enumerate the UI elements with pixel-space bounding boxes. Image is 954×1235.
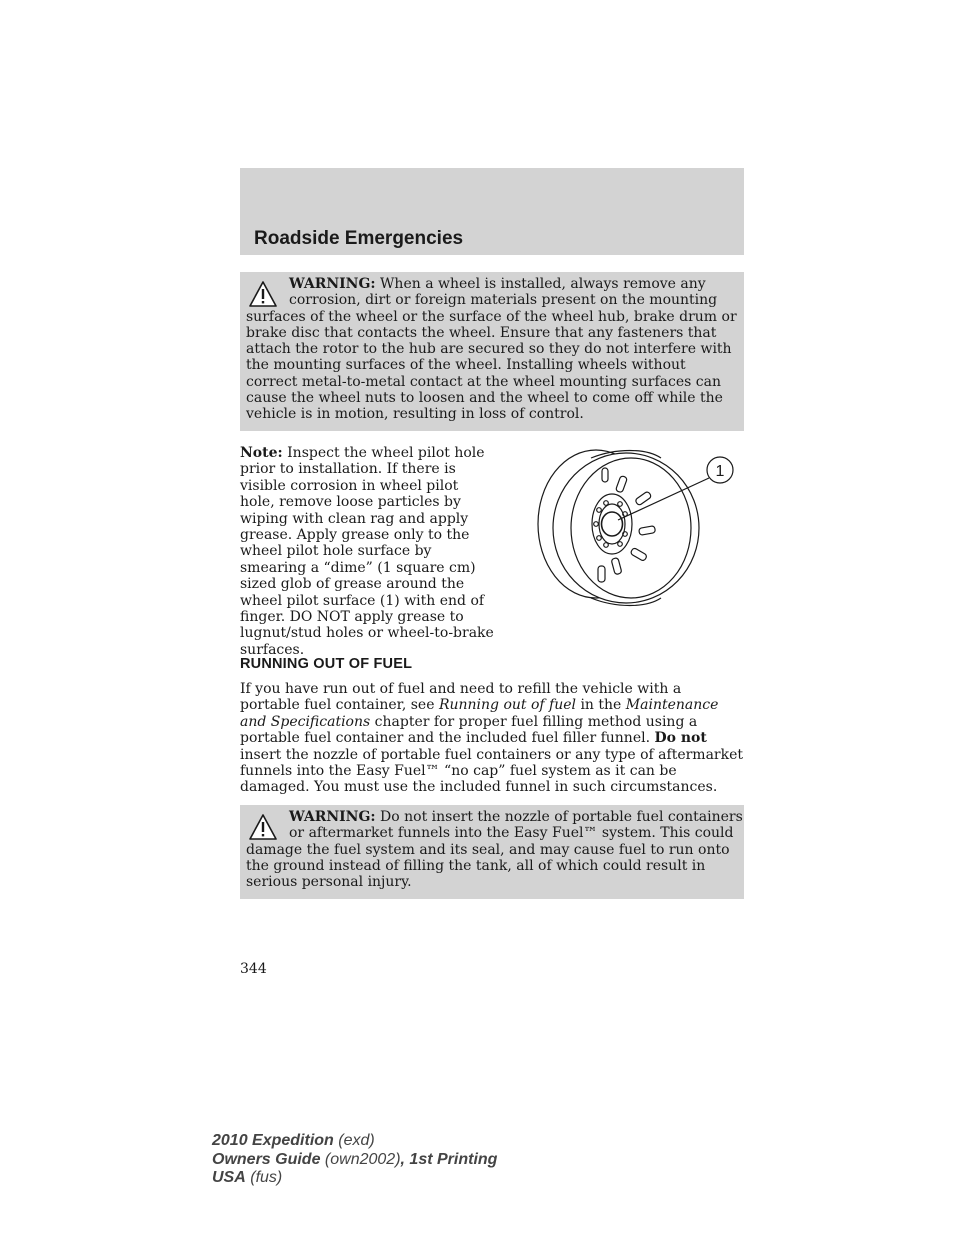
note-text: Inspect the wheel pilot hole prior to installation. If there is visible corrosion in wheel pilot hole, remove loose particles by wiping with clean rag and apply grease. Apply grease only to the wheel pilot hole surface by smearing a “dime” (1 square cm) sized glob of grease around the wheel pilot surface (1) with end of finger. DO NOT apply grease to lugnut/stud holes or wheel-to-brake surfaces. (240, 445, 494, 658)
warning-label: WARNING: (289, 809, 376, 825)
footer-region: USA (212, 1169, 246, 1186)
fuel-text-1: If you have run out of fuel and need to refill the vehicle with a portable fuel container, see (240, 681, 682, 714)
callout-number: 1 (715, 463, 725, 480)
warning-label: WARNING: (289, 276, 376, 292)
warning-text-line1: When a wheel is installed, always remove any (380, 276, 706, 292)
note-label: Note: (240, 445, 283, 461)
fuel-text-2: in the (576, 697, 626, 714)
footer-region-code: (fus) (250, 1169, 283, 1186)
fuel-paragraph (240, 681, 744, 796)
footer-model-code: (exd) (338, 1132, 375, 1149)
warning-text-body: damage the fuel system and its seal, and may cause fuel to run onto the ground instead of filling the tank, all of which could result in serious personal injury. (246, 841, 730, 891)
footer-guide-code: (own2002) (324, 1150, 401, 1168)
warning-text-body: surfaces of the wheel or the surface of the wheel hub, brake drum or brake disc that contacts the wheel. Ensure that any fasteners that attach the rotor to the hub are secured so they do not interfere with the mounting surfaces of the wheel. Installing wheels without correct metal-to-metal contact at the wheel mounting surfaces can cause the wheel nuts to loosen and the wheel to come off while the vehicle is in motion, resulting in loss of control. (246, 308, 737, 423)
fuel-ref-running-out: Running out of fuel (438, 697, 576, 714)
footer-model: 2010 Expedition (212, 1132, 334, 1149)
warning-box-wheel (240, 272, 744, 431)
fuel-do-not: Do not (654, 730, 707, 747)
document-footer (212, 1132, 497, 1188)
footer-guide: Owners Guide (212, 1150, 321, 1168)
warning-text-line2: corrosion, dirt or foreign materials present on the mounting (289, 292, 718, 309)
fuel-ref-maintenance: Maintenance and Specifications (240, 697, 719, 730)
warning-text-line2: or aftermarket funnels into the Easy Fuel™ system. This could (289, 825, 734, 842)
warning-triangle-icon (248, 280, 278, 308)
footer-printing: , 1st Printing (400, 1150, 498, 1168)
fuel-text-3: chapter for proper fuel filling method using a portable fuel container and the included fuel filler funnel. (240, 713, 698, 747)
fuel-text-4: insert the nozzle of portable fuel containers or any type of aftermarket funnels into the Easy Fuel™ “no cap” fuel system as it can be damaged. You must use the included funnel in such circumstances. (240, 746, 744, 796)
page-number: 344 (240, 961, 267, 977)
note-paragraph (240, 445, 495, 658)
section-title: Roadside Emergencies (254, 228, 464, 249)
warning-text-line1: Do not insert the nozzle of portable fuel containers (380, 809, 743, 825)
fuel-subheading: RUNNING OUT OF FUEL (240, 656, 413, 672)
warning-box-fuel (240, 805, 744, 899)
wheel-illustration (536, 448, 736, 608)
warning-triangle-icon (248, 813, 278, 841)
